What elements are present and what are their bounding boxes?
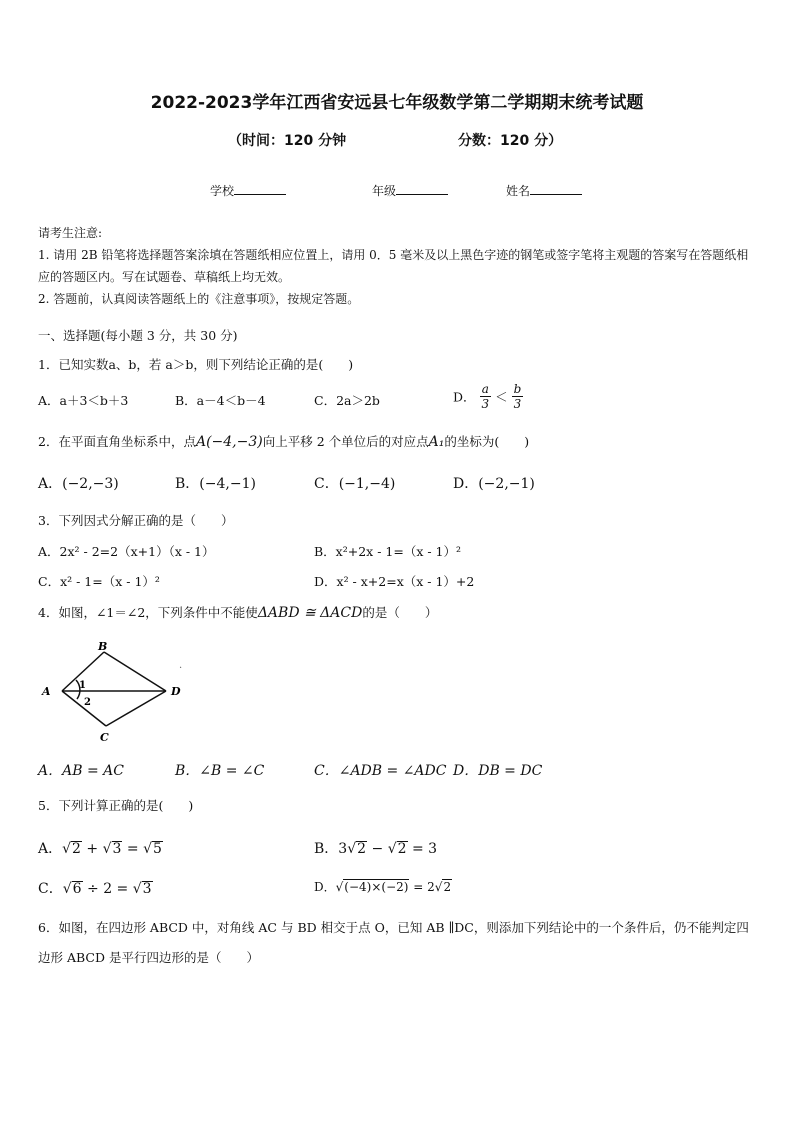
grade-label: 年级 <box>372 184 397 198</box>
radical-icon: √ <box>387 841 397 857</box>
notes-heading: 请考生注意: <box>38 226 103 240</box>
q4-option-a: A．AB = AC <box>38 763 124 779</box>
q3-option-d: D．x² - x+2=x（x - 1）+2 <box>314 574 475 589</box>
q5-b-rad1: 2 <box>357 841 367 857</box>
q1-option-b: B．a－4＜b－4 <box>175 393 266 408</box>
radical-icon: √ <box>102 841 112 857</box>
q6-stem: 6．如图，在四边形 ABCD 中，对角线 AC 与 BD 相交于点 O，已知 AB ∥DC，则添加下列结论中的一个条件后，仍不能判定四边形 ABCD 是平行四边形的是（ ） <box>38 920 749 965</box>
q2-point: A(−4,−3) <box>195 434 263 450</box>
exam-score: 分数：120 分） <box>458 133 563 149</box>
q5-d-rad2: 2 <box>443 880 452 894</box>
name-label: 姓名 <box>506 184 531 198</box>
radical-icon: √ <box>434 880 443 894</box>
q5-d-label: D． <box>314 880 336 894</box>
q1-d-num-2: b <box>513 382 522 396</box>
angle-label-1: 1 <box>79 680 86 691</box>
q1-stem: 1．已知实数a、b，若 a＞b，则下列结论正确的是( ) <box>38 357 354 372</box>
q1-d-den-2: 3 <box>513 397 522 411</box>
q4-option-d: D．DB = DC <box>453 763 543 779</box>
q5-option-a <box>38 838 163 858</box>
q5-a-rad3: 5 <box>153 841 162 857</box>
q2-option-d: D．(−2,−1) <box>453 476 535 492</box>
exam-time: （时间：120 分钟 <box>228 133 347 149</box>
school-field <box>210 182 286 199</box>
q5-a-rad1: 2 <box>72 841 81 857</box>
q5-c-rad2: 3 <box>142 881 152 897</box>
q5-b-label: B． <box>314 841 339 857</box>
q1-d-num-1: a <box>481 382 489 396</box>
notes-block <box>38 222 758 310</box>
radical-icon: √ <box>132 881 142 897</box>
vertex-label-d: D <box>171 685 181 698</box>
q1-option-c: C．2a＞2b <box>314 393 380 408</box>
q2-stem <box>38 432 529 450</box>
q5-c-op: ÷ 2 = <box>82 881 133 897</box>
q5-c-rad1: 6 <box>72 881 82 897</box>
name-field <box>506 182 582 199</box>
q5-a-label: A． <box>38 841 63 857</box>
q5-stem: 5．下列计算正确的是( ) <box>38 798 194 813</box>
q5-option-c <box>38 878 153 898</box>
q5-b-eq: = 3 <box>407 841 438 857</box>
radical-icon: √ <box>143 841 153 857</box>
q3-option-a: A．2x² - 2=2（x+1）（x - 1） <box>38 544 215 559</box>
q2-option-b: B．(−4,−1) <box>175 476 256 492</box>
q4-figure <box>36 638 196 748</box>
exam-title: 2022-2023学年江西省安远县七年级数学第二学期期末统考试题 <box>150 93 644 113</box>
vertex-label-c: C <box>100 731 109 744</box>
radical-icon: √ <box>335 880 344 894</box>
radical-icon: √ <box>347 841 357 857</box>
q5-option-d <box>314 878 452 895</box>
q5-d-rad1: (−4)×(−2) <box>344 880 409 894</box>
q5-b-rad2: 2 <box>397 841 407 857</box>
q2-option-c: C．(−1,−4) <box>314 476 396 492</box>
angle-label-2: 2 <box>84 697 91 708</box>
q5-c-label: C． <box>38 881 63 897</box>
q1-d-den-1: 3 <box>481 397 490 411</box>
name-blank <box>530 182 582 195</box>
q4-stem-pre: 4．如图，∠1＝∠2，下列条件中不能使 <box>38 605 258 620</box>
q4-stem-math: ΔABD ≅ ΔACD <box>257 605 363 621</box>
q1-d-frac-2 <box>512 382 524 411</box>
q5-a-rad2: 3 <box>112 841 122 857</box>
q1-d-label: D． <box>453 389 476 405</box>
q3-option-c: C．x² - 1=（x - 1）² <box>38 574 160 589</box>
q4-option-c: C．∠ADB = ∠ADC <box>314 763 447 779</box>
q4-stem <box>38 603 437 621</box>
q5-a-eq: = <box>122 841 144 857</box>
q5-a-op: + <box>81 841 103 857</box>
section-heading: 一、选择题(每小题 3 分，共 30 分) <box>38 328 238 343</box>
q5-d-eq: = 2 <box>409 880 435 894</box>
school-blank <box>234 182 286 195</box>
radical-icon: √ <box>62 881 72 897</box>
q4-option-b: B．∠B = ∠C <box>175 763 265 779</box>
q5-option-b <box>314 838 437 858</box>
note-2: 2. 答题前，认真阅读答题纸上的《注意事项》，按规定答题。 <box>38 292 360 306</box>
segment-bd <box>104 652 166 691</box>
grade-blank <box>396 182 448 195</box>
q5-b-coef: 3 <box>338 841 348 857</box>
q2-stem-pre: 2．在平面直角坐标系中，点 <box>38 434 196 449</box>
vertex-label-b: B <box>98 640 108 653</box>
stray-dot: . <box>179 660 183 671</box>
q2-stem-mid: 向上平移 2 个单位后的对应点 <box>262 434 429 449</box>
school-label: 学校 <box>210 184 235 198</box>
q5-b-op: − <box>367 841 388 857</box>
note-1: 1. 请用 2B 铅笔将选择题答案涂填在答题纸相应位置上，请用 0．5 毫米及以上黑色字迹的钢笔或签字笔将主观题的答案写在答题纸相应的答题区内。写在试题卷、草稿纸上均无效。 <box>38 248 749 284</box>
q1-option-a: A．a＋3＜b＋3 <box>38 393 129 408</box>
radical-icon: √ <box>62 841 72 857</box>
q3-stem: 3．下列因式分解正确的是（ ） <box>38 513 234 528</box>
q1-d-op: ＜ <box>495 389 508 405</box>
q4-stem-post: 的是（ ） <box>362 605 438 620</box>
q1-option-d <box>453 382 523 411</box>
q2-stem-post: 的坐标为( ) <box>444 434 530 449</box>
q2-point2: A₁ <box>428 434 445 450</box>
q1-d-frac-1 <box>480 382 492 411</box>
q3-option-b: B．x²+2x - 1=（x - 1）² <box>314 544 462 559</box>
segment-cd <box>106 691 166 726</box>
q2-option-a: A．(−2,−3) <box>38 476 119 492</box>
grade-field <box>372 182 448 199</box>
vertex-label-a: A <box>42 685 51 698</box>
